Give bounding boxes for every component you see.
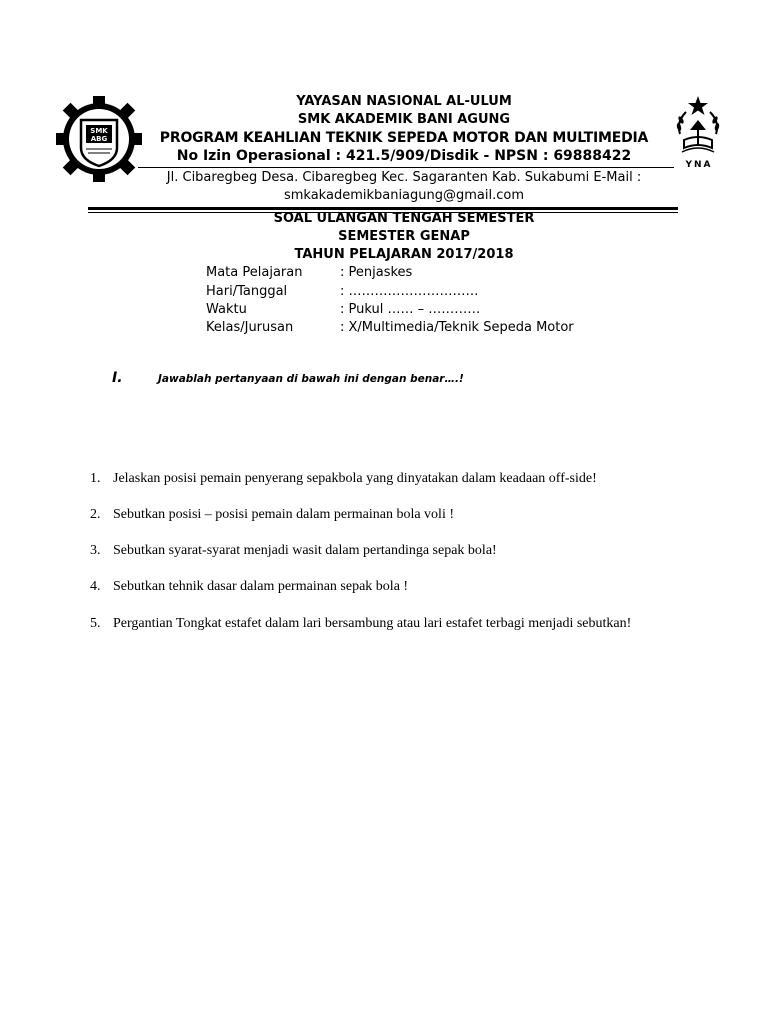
question-text: Sebutkan tehnik dasar dalam permainan sepak bola ! [113,579,409,594]
license-number: No Izin Operasional : 421.5/909/Disdik - NPSN : 69888422 [176,148,632,164]
svg-text:SMK: SMK [90,127,108,135]
info-label-subject: Mata Pelajaran [206,265,303,280]
info-value-class: : X/Multimedia/Teknik Sepeda Motor [340,320,574,335]
school-email: smkakademikbaniagung@gmail.com [283,188,525,203]
question-number: 3. [90,543,101,558]
foundation-logo-caption: YNA [685,160,713,170]
section-instruction: Jawablah pertanyaan di bawah ini dengan benar….! [158,373,464,385]
exam-title: SOAL ULANGAN TENGAH SEMESTER [273,211,535,226]
info-label-class: Kelas/Jurusan [206,320,294,335]
info-value-date: : ………………………… [340,284,479,299]
question-text: Jelaskan posisi pemain penyerang sepakbola yang dinyatakan dalam keadaan off-side! [113,471,597,486]
foundation-name: YAYASAN NASIONAL AL-ULUM [296,94,512,109]
info-value-time: : Pukul …… – ………… [340,302,481,317]
header-divider-thin [138,167,674,168]
school-name: SMK AKADEMIK BANI AGUNG [297,112,511,127]
info-value-subject: : Penjaskes [340,265,413,280]
section-number: I. [112,370,123,386]
question-text: Sebutkan syarat-syarat menjadi wasit dalam pertandinga sepak bola! [113,543,497,558]
header-divider-thick [88,207,678,210]
question-number: 5. [90,616,101,631]
question-text: Sebutkan posisi – posisi pemain dalam permainan bola voli ! [113,507,454,522]
exam-semester: SEMESTER GENAP [338,229,470,244]
program-name: PROGRAM KEAHLIAN TEKNIK SEPEDA MOTOR DAN MULTIMEDIA [159,130,649,146]
question-number: 1. [90,471,101,486]
school-address: Jl. Cibaregbeg Desa. Cibaregbeg Kec. Sagaranten Kab. Sukabumi E-Mail : [166,170,642,185]
question-number: 4. [90,579,101,594]
question-text: Pergantian Tongkat estafet dalam lari bersambung atau lari estafet terbagi menjadi sebutkan! [113,616,632,631]
info-label-time: Waktu [206,302,247,317]
info-label-date: Hari/Tanggal [206,284,288,299]
exam-year: TAHUN PELAJARAN 2017/2018 [294,247,514,262]
question-number: 2. [90,507,101,522]
svg-text:ABG: ABG [90,135,108,143]
